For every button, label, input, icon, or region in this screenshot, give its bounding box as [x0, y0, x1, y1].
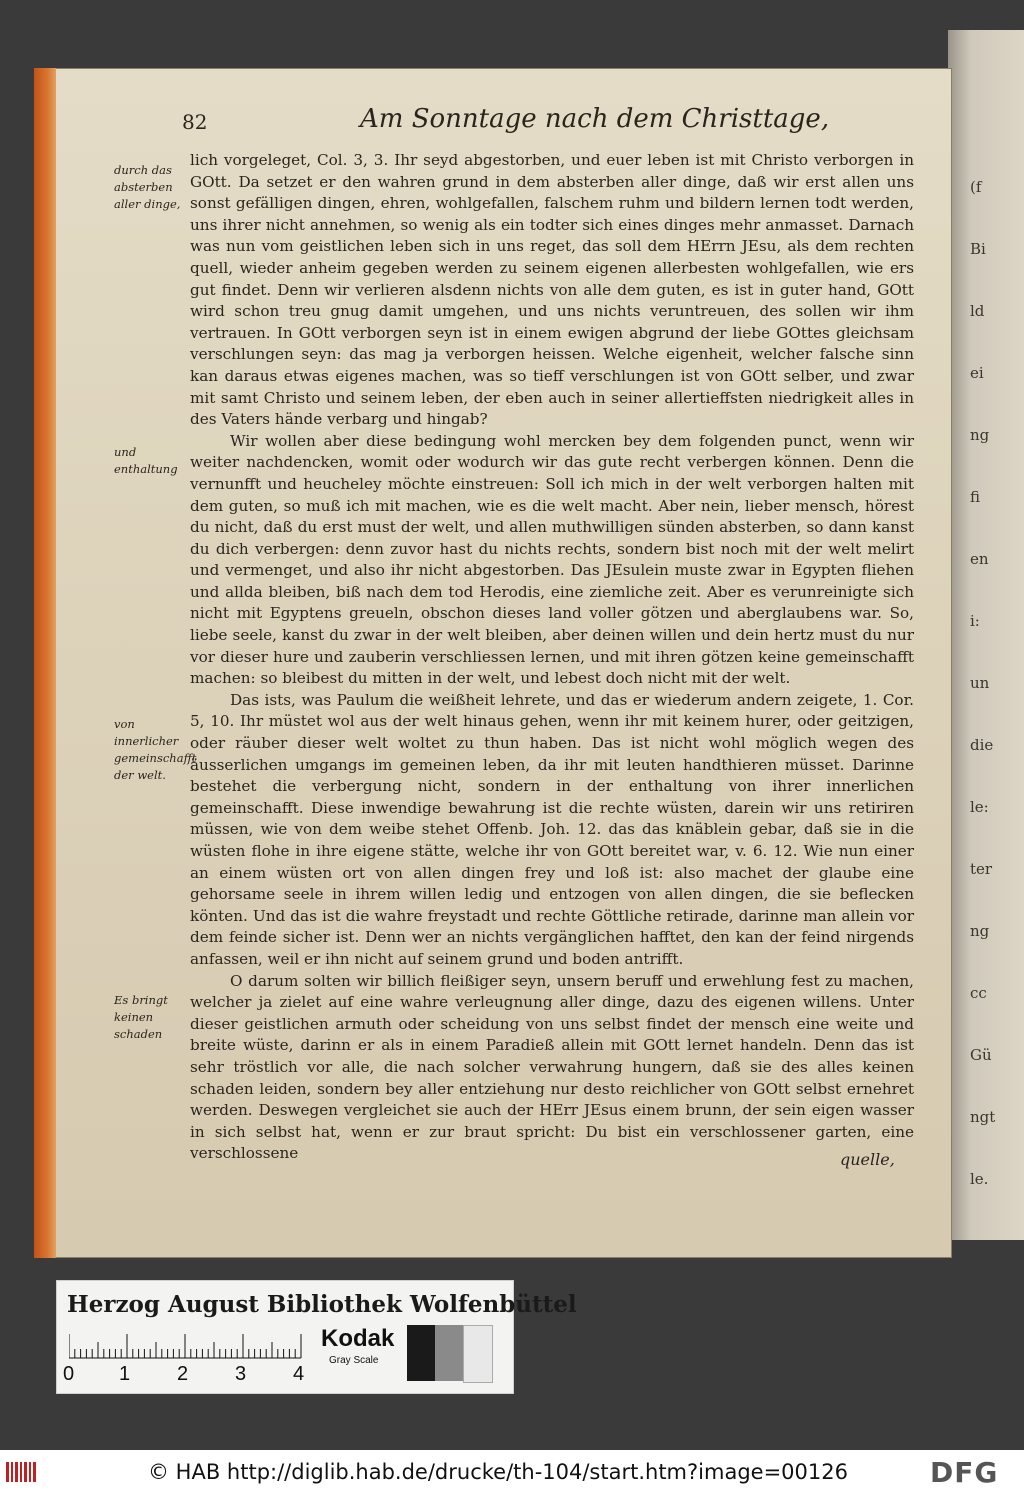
next-page-fragment: ei: [970, 364, 984, 382]
next-page-fragment: Gü: [970, 1046, 992, 1064]
barcode-icon: [6, 1460, 38, 1488]
gray-scale-label: Gray Scale: [329, 1355, 379, 1366]
next-page-fragment: le:: [970, 798, 989, 816]
scale-number: 1: [119, 1363, 131, 1385]
body-text: [190, 150, 914, 1165]
scale-number: 3: [235, 1363, 247, 1385]
paragraph-2: Wir wollen aber diese bedingung wohl mercken bey dem folgenden punct, wenn wir weiter nachdencken, womit oder wodurch wir das gute recht verbergen können. Denn die vernunfft und heucheley möchte einstreuen: Soll ich mich in der welt verborgen halten mit dem guten, so muß ich mit machen, wie es die welt macht. Aber nein, lieber mensch, hörest du nicht, daß du erst must der welt, und allen muthwilligen sünden absterben, so dann kanst du dich verbergen: denn zuvor hast du nichts rechts, sondern bist noch mit der welt melirt und vermenget, und also ihr nicht abgestorben. Das JEsulein muste zwar in Egypten fliehen und allda bleiben, biß nach dem tod Herodis, eine ziemliche zeit. Aber es verunreinigte sich nicht mit Egyptens greueln, obschon dieses land voller götzen und aberglaubens war. So, liebe seele, kanst du zwar in der welt bleiben, aber deinen willen und dein hertz must du nur vor dieser hure und zauberin verschliessen lernen, und mit ihren götzen keine gemeinschafft machen: so bleibest du mitten in der welt, und lebest doch nicht mit der welt.: [190, 431, 914, 688]
swatch-white: [463, 1325, 493, 1383]
swatch-black: [407, 1325, 435, 1381]
catchword: quelle,: [840, 1150, 895, 1169]
next-page-fragment: ngt: [970, 1108, 996, 1126]
next-page-fragment: ter: [970, 860, 993, 878]
scale-ruler: [69, 1333, 309, 1359]
next-page-fragment: ld: [970, 302, 985, 320]
paragraph-1: lich vorgeleget, Col. 3, 3. Ihr seyd abgestorben, und euer leben ist mit Christo verborgen in GOtt. Da setzet er den wahren grund in dem absterben aller dinge, daß wir erst allen uns sonst gefälligen dingen, ehren, wohlgefallen, falschem ruhm und bildern lernen todt werden, uns ihrer nicht annehmen, so wenig als ein todter sich eines dinges mehr anmasset. Darnach was nun vom geistlichen leben sich in uns reget, das soll dem HErrn JEsu, als dem rechten quell, wieder anheim gegeben werden zu seinem eigenen allerbesten wohlgefallen, wie ers gut findet. Denn wir verlieren alsdenn nichts von alle dem guten, es ist in guter hand, GOtt wird schon treu gnug damit umgehen, und uns nichts veruntreuen, des sollen wir ihm vertrauen. In GOtt verborgen seyn ist in einem ewigen abgrund der liebe GOttes gleichsam verschlungen seyn: das mag ja verborgen heissen. Welche eigenheit, welcher falsche sinn kan daraus etwas eigenes machen, was so tieff verschlungen ist von GOtt selber, und zwar mit samt Christo und seinem leben, der eben auch in seiner allertieffsten niedrigkeit alles in des Vaters hände verbarg und hingab?: [190, 151, 914, 429]
next-page-fragment: le.: [970, 1170, 989, 1188]
footer-bar: [0, 1450, 1024, 1495]
color-calibration-bar: [56, 1280, 577, 1394]
next-page-fragment: ng: [970, 426, 990, 444]
scale-number: 0: [63, 1363, 75, 1385]
margin-note-enthaltung: und enthaltung: [114, 445, 178, 476]
swatch-gray: [435, 1325, 463, 1381]
paragraph-3: Das ists, was Paulum die weißheit lehrete, und das er wiederum andern zeigete, 1. Cor. 5, 10. Ihr müstet wol aus der welt hinaus gehen, wenn ihr mit keinem hurer, oder geitzigen, oder räuber dieser welt woltet zu thun haben. Das ist nicht wohl möglich wegen des äusserlichen umgangs im gemeinen leben, da ihr mit leuten handthieren müsset. Darinne bestehet die verbergung nicht, sondern in der enthaltung von ihrer innerlichen gemeinschafft. Diese inwendige bewahrung ist die rechte wüsten, darein wir uns retiriren müssen, wie von dem weibe stehet Offenb. Joh. 12. das das knäblein gebar, daß sie in die wüsten flohe in ihre eigene stätte, welche ihr von GOtt bereitet war, v. 6. 12. Wie nun einer an einem wüsten ort von allen dingen frey und loß ist: also machet der glaube eine gehorsame seele in ihrem willen ledig und entzogen von allen dingen, die sie beflecken könten. Und das ist die wahre freystadt und rechte Göttliche retirade, darinne man allein vor dem feinde sicher ist. Denn wer an nichts vergänglichen hafftet, den kan der feind nirgends anfassen, weil er ihn nicht auf seinem grund und boden antrifft.: [190, 690, 914, 968]
scale-number: 4: [293, 1363, 305, 1385]
running-head: Am Sonntage nach dem Christtage,: [360, 104, 830, 134]
institution-name: Herzog August Bibliothek Wolfenbüttel: [67, 1291, 577, 1318]
next-page-fragment: ng: [970, 922, 990, 940]
margin-note-durch: durch das absterben aller dinge,: [114, 163, 181, 211]
next-page-fragment: Bi: [970, 240, 986, 258]
margin-note-schaden: Es bringt keinen schaden: [114, 993, 168, 1041]
page-number: 82: [182, 110, 208, 134]
next-page-fragment: un: [970, 674, 990, 692]
next-page-fragment: en: [970, 550, 989, 568]
next-page-fragment: i:: [970, 612, 980, 630]
next-page-fragment: die: [970, 736, 994, 754]
paragraph-4: O darum solten wir billich fleißiger seyn, unsern beruff und erwehlung fest zu machen, welcher ja zielet auf eine wahre verleugnung aller dinge, dazu des eigenen willens. Unter dieser geistlichen armuth oder scheidung von uns selbst findet der mensch eine weite und breite wüste, darinn er als in einem Paradieß allein mit GOtt lernet handeln. Denn das ist sehr tröstlich vor alle, die nach solcher verwahrung hungern, daß sie des alles keinen schaden leiden, sondern bey aller entziehung nur desto reichlicher von GOtt selbst ernehret werden. Deswegen vergleichet sie auch der HErr JEsus einem brunn, der sein eigen wasser in sich selbst hat, wenn er zur braut spricht: Du bist ein verschlossener garten, eine verschlossene: [190, 971, 914, 1163]
next-page-edge: [948, 30, 1024, 1240]
next-page-fragment: cc: [970, 984, 987, 1002]
kodak-logo: Kodak: [321, 1325, 395, 1352]
next-page-fragment: fi: [970, 488, 981, 506]
margin-note-gemeinschafft: von innerlicher gemeinschafft der welt.: [114, 717, 197, 782]
page-edge-stain: [34, 68, 56, 1258]
scale-number: 2: [177, 1363, 189, 1385]
copyright-link[interactable]: © HAB http://diglib.hab.de/drucke/th-104/start.htm?image=00126: [148, 1460, 848, 1484]
dfg-logo: DFG: [930, 1456, 999, 1489]
next-page-fragment: (f: [970, 178, 982, 196]
